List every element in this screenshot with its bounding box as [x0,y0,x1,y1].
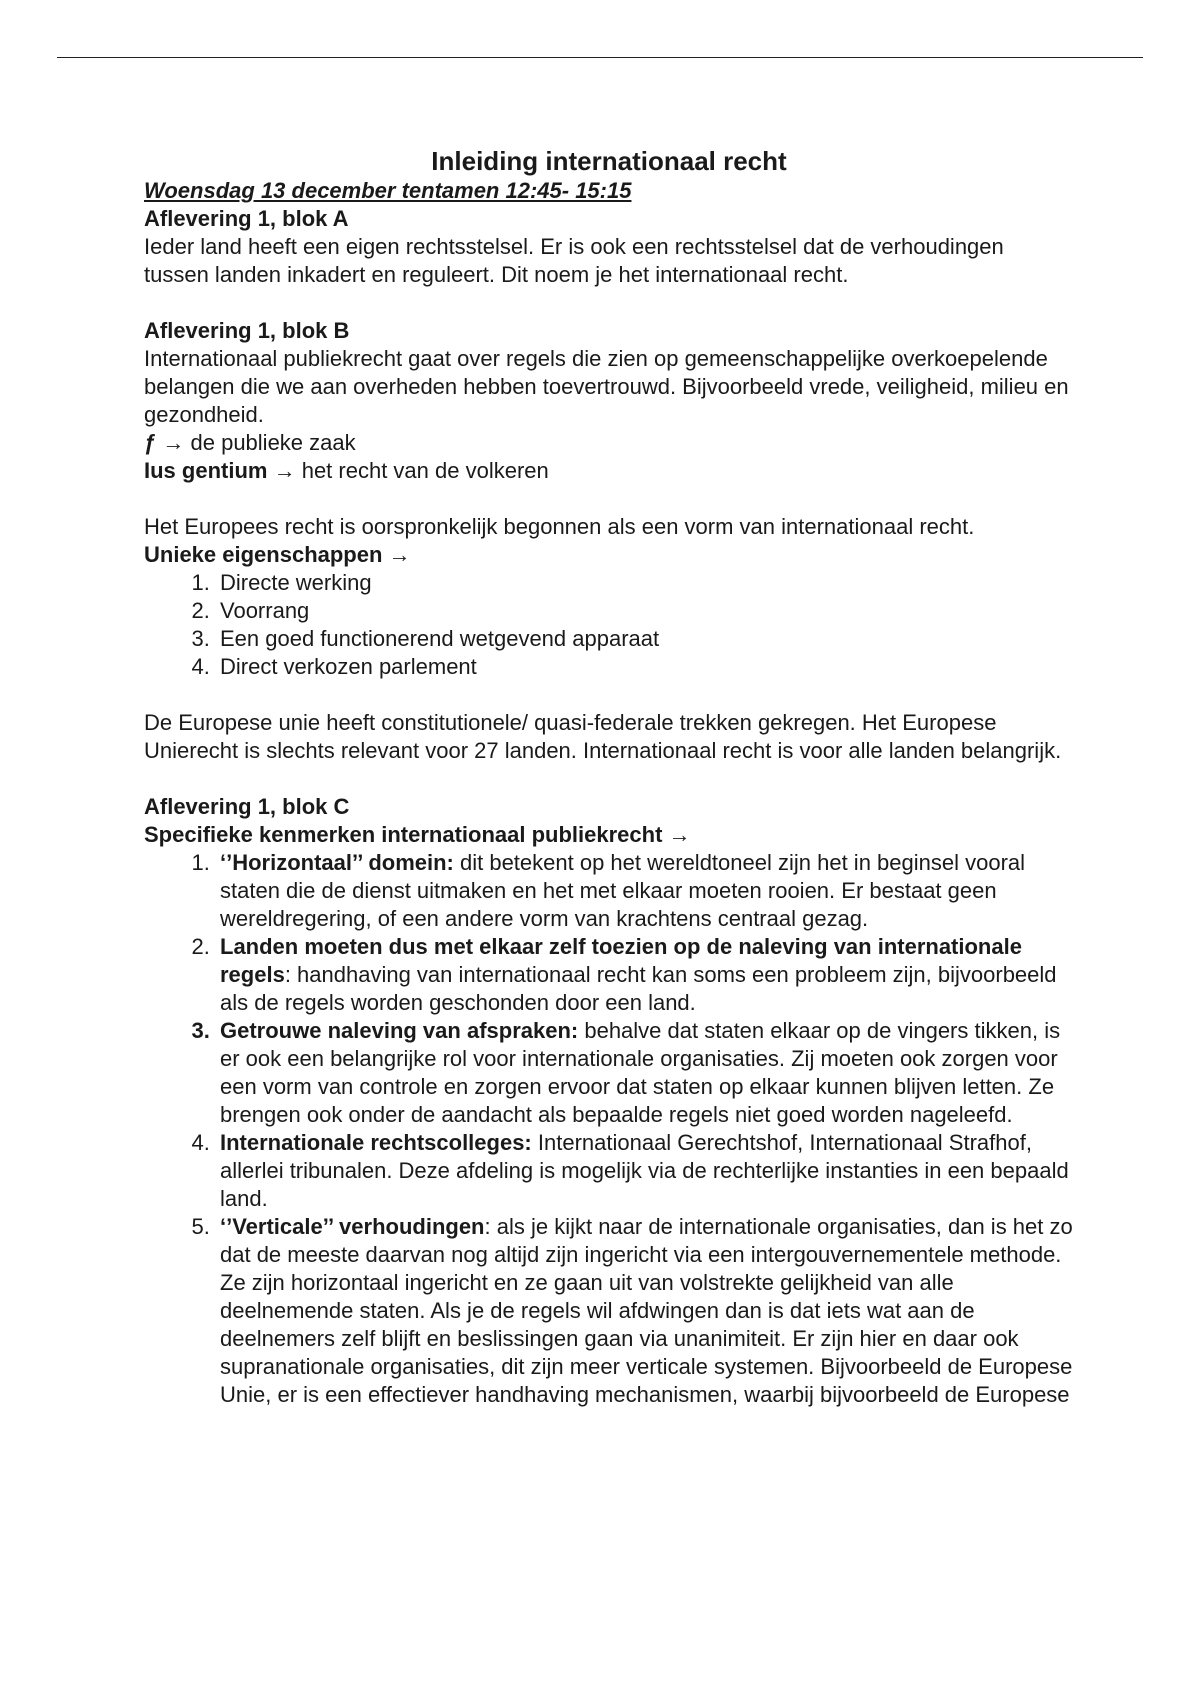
list-item [216,1017,1074,1129]
term-ius-gentium [144,457,1074,485]
term2-text: het recht van de volkeren [301,458,549,483]
kenmerken-list [144,849,1074,1409]
arrow-icon: → [162,430,185,455]
document-page [144,145,1074,1409]
item-bold: Getrouwe naleving van afspraken: [220,1018,579,1043]
blok-b-heading: Aflevering 1, blok B [144,318,350,343]
exam-date: Woensdag 13 december tentamen 12:45- 15:15 [144,178,632,203]
blok-a-text: Ieder land heeft een eigen rechtsstelsel. Er is ook een rechtsstelsel dat de verhoudingen tussen landen inkadert en reguleert. Dit noem je het internationaal recht. [144,234,1004,287]
document-title: Inleiding internationaal recht [431,146,787,176]
list-item: 4. Direct verkozen parlement [216,653,1074,681]
unique-heading: Unieke eigenschappen → [144,542,411,567]
item-text: Internationaal Gerechtshof, Internationaal Strafhof, allerlei tribunalen. Deze afdeling is mogelijk via de rechterlijke instanties in een bepaald land. [220,1130,1069,1211]
arrow-icon: → [273,458,296,483]
list-item [216,933,1074,1017]
term1-text: de publieke zaak [190,430,356,455]
item-text: behalve dat staten elkaar op de vingers tikken, is er ook een belangrijke rol voor internationale organisaties. Zij moeten ook zorgen voor een vorm van controle en zorgen ervoor dat staten op elkaar kunnen blijven letten. Ze brengen ook onder de aandacht als bepaalde regels niet goed worden nageleefd. [220,1018,1061,1127]
list-item: 1. Directe werking [216,569,1074,597]
term2-label: Ius gentium [144,458,268,483]
item-bold: Internationale rechtscolleges: [220,1130,532,1155]
item-bold: ‘’Verticale’’ verhoudingen [220,1214,485,1239]
eu-text-2: De Europese unie heeft constitutionele/ quasi-federale trekken gekregen. Het Europese Unierecht is slechts relevant voor 27 landen. Internationaal recht is voor alle landen belangrijk. [144,710,1062,763]
blok-a-heading: Aflevering 1, blok A [144,206,349,231]
blok-c-subheading: Specifieke kenmerken internationaal publiekrecht → [144,822,691,847]
unique-list [144,569,1074,681]
list-item [216,849,1074,933]
florin-symbol: ƒ [144,430,157,455]
term-publieke-zaak [144,429,1074,457]
header-rule [57,57,1143,58]
item-bold: Landen moeten dus met elkaar zelf toezien op de naleving van internationale regels [220,934,1022,987]
list-item [216,1213,1074,1409]
item-bold: ‘’Horizontaal’’ domein: [220,850,454,875]
eu-text: Het Europees recht is oorspronkelijk begonnen als een vorm van internationaal recht. [144,514,975,539]
blok-b-text: Internationaal publiekrecht gaat over regels die zien op gemeenschappelijke overkoepelende belangen die we aan overheden hebben toevertrouwd. Bijvoorbeeld vrede, veiligheid, milieu en gezondheid. [144,346,1069,427]
item-text: dit betekent op het wereldtoneel zijn het in beginsel vooral staten die de dienst uitmaken en het met elkaar moeten rooien. Er bestaat geen wereldregering, of een andere vorm van krachtens centraal gezag. [220,850,1026,931]
list-item [216,1129,1074,1213]
blok-c-heading: Aflevering 1, blok C [144,794,350,819]
list-item: 3. Een goed functionerend wetgevend apparaat [216,625,1074,653]
item-text: : handhaving van internationaal recht kan soms een probleem zijn, bijvoorbeeld als de regels worden geschonden door een land. [220,962,1057,1015]
list-item: 2. Voorrang [216,597,1074,625]
item-text: : als je kijkt naar de internationale organisaties, dan is het zo dat de meeste daarvan nog altijd zijn ingericht via een intergouvernementele methode. Ze zijn horizontaal ingericht en ze gaan uit van volstrekte gelijkheid van alle deelnemende staten. Als je de regels wil afdwingen dan is dat iets wat aan de deelnemers zelf blijft en beslissingen gaan via unanimiteit. Er zijn hier en daar ook supranationale organisaties, dit zijn meer verticale systemen. Bijvoorbeeld de Europese Unie, er is een effectiever handhaving mechanismen, waarbij bijvoorbeeld de Europese [220,1214,1073,1407]
